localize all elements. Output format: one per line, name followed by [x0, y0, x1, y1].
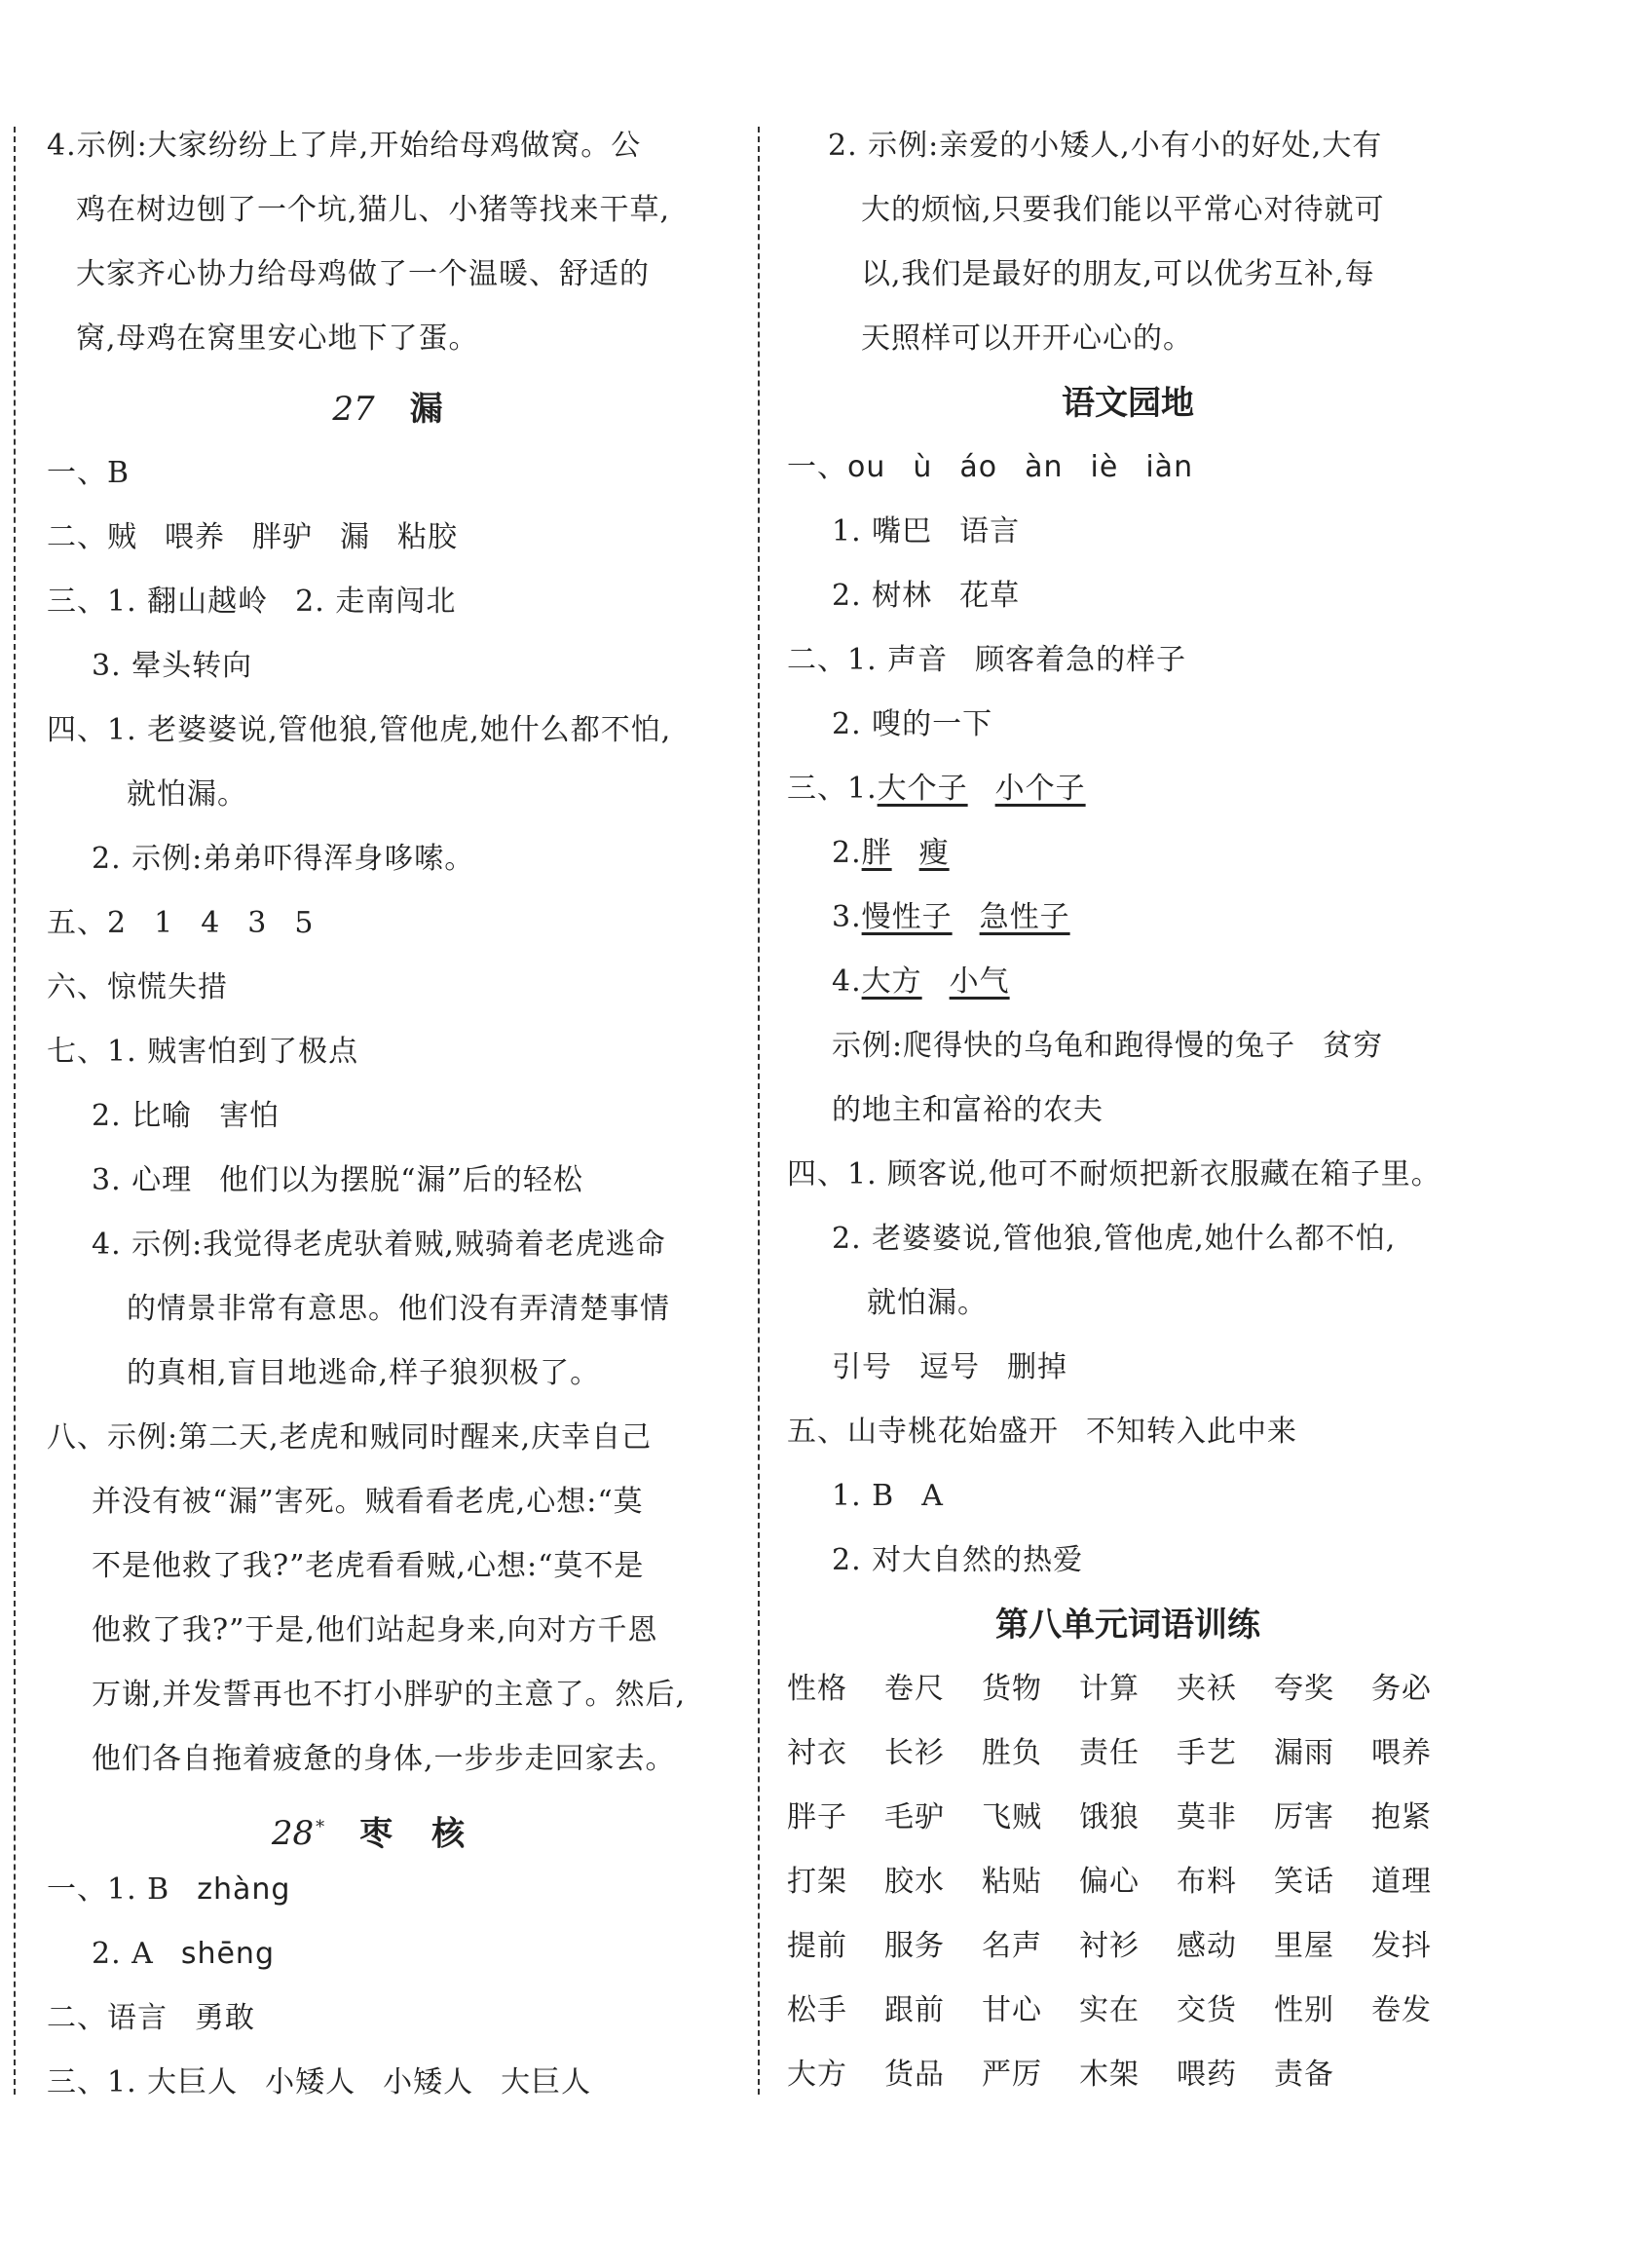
vocab-word: 大方	[787, 2058, 847, 2092]
answer: 漏	[340, 520, 370, 554]
vocab-title: 第八单元词语训练	[995, 1606, 1260, 1644]
l27-s3-line2: 3. 晕头转向	[92, 649, 253, 683]
l27-s3-line1	[47, 583, 456, 622]
l27-s6: 六、惊慌失措	[47, 970, 228, 1004]
answer: 引号	[832, 1350, 892, 1384]
vocab-word: 手艺	[1177, 1736, 1237, 1770]
answer: 二、语言	[47, 2001, 168, 2035]
vocab-word: 胖子	[787, 1800, 847, 1834]
answer: 语言	[959, 514, 1021, 548]
lesson-28-title	[47, 1806, 729, 1855]
garden-s5	[787, 1413, 1297, 1452]
vocab-word: 衬衣	[787, 1736, 847, 1770]
l27-s5	[47, 904, 314, 943]
vocab-word: 笑话	[1274, 1865, 1334, 1899]
q4-line-3: 大家齐心协力给母鸡做了一个温暖、舒适的	[76, 257, 650, 291]
vocab-word: 货物	[982, 1672, 1042, 1706]
garden-s5-2: 2. 对大自然的热爱	[832, 1543, 1084, 1577]
vocab-word: 甘心	[982, 1993, 1042, 2027]
answer: 五、山寺桃花始盛开	[787, 1415, 1059, 1449]
vocab-word: 毛驴	[884, 1800, 945, 1834]
vocab-word: 夸奖	[1274, 1672, 1334, 1706]
answer: 3. 心理	[92, 1163, 193, 1197]
l27-s8-line2: 并没有被“漏”害死。贼看看老虎,心想:“莫	[92, 1485, 644, 1519]
vocab-word: 粘贴	[982, 1865, 1042, 1899]
answer: 2. A	[92, 1937, 154, 1971]
l27-s7-line4: 4. 示例:我觉得老虎驮着贼,贼骑着老虎逃命	[92, 1228, 666, 1262]
answer: 他们以为摆脱“漏”后的轻松	[219, 1163, 583, 1197]
vocab-word: 名声	[982, 1929, 1042, 1963]
pinyin: iè	[1090, 450, 1119, 484]
vocab-grid	[787, 1670, 1469, 2095]
answer: 粘胶	[397, 520, 458, 554]
section-label: 一、	[787, 450, 847, 484]
answer: 害怕	[219, 1099, 281, 1133]
vocab-word: 长衫	[884, 1736, 945, 1770]
vocab-word: 衬衫	[1079, 1929, 1140, 1963]
answer: 喂养	[165, 520, 225, 554]
l27-s2	[47, 518, 458, 557]
vocab-word: 喂养	[1371, 1736, 1432, 1770]
vocab-word: 木架	[1079, 2058, 1140, 2092]
vocab-word: 实在	[1079, 1993, 1140, 2027]
answer: 勇敢	[195, 2001, 255, 2035]
vocab-word: 责任	[1079, 1736, 1140, 1770]
answer: 五、2	[47, 906, 128, 940]
vocab-word: 责备	[1274, 2058, 1334, 2092]
lesson-number: 28	[271, 1814, 315, 1854]
l28-s2	[47, 1999, 255, 2038]
l27-s8-line6: 他们各自拖着疲惫的身体,一步步走回家去。	[92, 1742, 676, 1776]
answer: 1. B	[832, 1479, 895, 1513]
underlined-answer: 胖	[861, 836, 892, 870]
lesson-27-title	[47, 388, 729, 431]
garden-s4-1: 四、1. 顾客说,他可不耐烦把新衣服藏在箱子里。	[787, 1157, 1441, 1191]
vocab-word: 发抖	[1371, 1929, 1432, 1963]
vocab-word: 卷尺	[884, 1672, 945, 1706]
vocab-word: 布料	[1177, 1865, 1237, 1899]
pinyin: àn	[1025, 450, 1064, 484]
garden-title: 语文园地	[1062, 384, 1194, 423]
lesson-name: 枣核	[359, 1814, 505, 1854]
vocab-word: 感动	[1177, 1929, 1237, 1963]
vocab-word: 喂药	[1177, 2058, 1237, 2092]
garden-s3-3	[832, 898, 1070, 937]
l28-s1-line1	[47, 1871, 290, 1909]
answer: 花草	[959, 579, 1021, 613]
answer: 一、1. B	[47, 1872, 170, 1907]
answer: 胖驴	[252, 520, 313, 554]
garden-s2-1	[787, 641, 1186, 680]
vocab-word: 性格	[787, 1672, 847, 1706]
q4-line-2: 鸡在树边刨了一个坑,猫儿、小猪等找来干草,	[76, 193, 671, 227]
l27-s4-line2: 就怕漏。	[127, 777, 247, 812]
underlined-answer: 大个子	[877, 772, 968, 806]
left-margin-divider	[14, 127, 16, 2095]
underlined-answer: 瘦	[918, 836, 950, 870]
garden-s5-1	[832, 1477, 944, 1516]
l27-s4-line1: 四、1. 老婆婆说,管他狼,管他虎,她什么都不怕,	[47, 713, 672, 747]
l27-s8-line1: 八、示例:第二天,老虎和贼同时醒来,庆幸自己	[47, 1420, 653, 1455]
q4-line-1: 4.示例:大家纷纷上了岸,开始给母鸡做窝。公	[47, 129, 642, 163]
l27-s7-line2	[92, 1097, 280, 1136]
example-text: 贫穷	[1323, 1029, 1384, 1063]
garden-s3-1	[787, 770, 1086, 809]
l27-s1: 一、B	[47, 456, 131, 490]
l27-s7-line5: 的情景非常有意思。他们没有弄清楚事情	[127, 1292, 670, 1326]
lesson-name: 漏	[409, 390, 443, 429]
answer: 3	[247, 906, 268, 940]
vocab-word: 交货	[1177, 1993, 1237, 2027]
vocab-word: 提前	[787, 1929, 847, 1963]
vocab-word: 道理	[1371, 1865, 1432, 1899]
vocab-word: 胜负	[982, 1736, 1042, 1770]
underlined-answer: 大方	[861, 964, 922, 999]
item-number: 三、1.	[787, 772, 878, 806]
garden-s4-2: 2. 老婆婆说,管他狼,管他虎,她什么都不怕,	[832, 1222, 1397, 1256]
q2-line-2: 大的烦恼,只要我们能以平常心对待就可	[861, 193, 1385, 227]
garden-s4-3: 就怕漏。	[867, 1286, 988, 1320]
q2-line-1: 2. 示例:亲爱的小矮人,小有小的好处,大有	[828, 129, 1383, 163]
vocab-word: 胶水	[884, 1865, 945, 1899]
l28-s3	[47, 2063, 591, 2102]
item-number: 3.	[832, 900, 862, 934]
answer: 5	[294, 906, 315, 940]
answer: 三、1. 大巨人	[47, 2065, 239, 2099]
answer: 1	[154, 906, 174, 940]
optional-mark: *	[316, 1817, 325, 1837]
vocab-word: 厉害	[1274, 1800, 1334, 1834]
vocab-word: 货品	[884, 2058, 945, 2092]
garden-s3-example-1	[832, 1027, 1383, 1066]
garden-s3-4	[832, 963, 1010, 1002]
garden-s1-2	[832, 577, 1020, 616]
vocab-word: 务必	[1371, 1672, 1432, 1706]
answer: 2. 树林	[832, 579, 933, 613]
garden-s3-example-2: 的地主和富裕的农夫	[832, 1093, 1104, 1127]
vocab-word: 卷发	[1371, 1993, 1432, 2027]
example-text: 示例:爬得快的乌龟和跑得慢的兔子	[832, 1029, 1296, 1063]
answer: 二、1. 声音	[787, 643, 949, 677]
garden-s4-4	[832, 1348, 1067, 1387]
vocab-word: 莫非	[1177, 1800, 1237, 1834]
pinyin: iàn	[1145, 450, 1194, 484]
l27-s7-line6: 的真相,盲目地逃命,样子狼狈极了。	[127, 1356, 601, 1390]
underlined-answer: 慢性子	[861, 900, 953, 934]
answer: 逗号	[919, 1350, 980, 1384]
vocab-word: 漏雨	[1274, 1736, 1334, 1770]
vocab-word: 夹袄	[1177, 1672, 1237, 1706]
l27-s7-line3	[92, 1161, 583, 1200]
l27-s8-line5: 万谢,并发誓再也不打小胖驴的主意了。然后,	[92, 1678, 687, 1712]
garden-s1	[787, 448, 1193, 487]
column-divider	[758, 127, 760, 2095]
l27-s8-line4: 他救了我?”于是,他们站起身来,向对方千恩	[92, 1613, 658, 1647]
vocab-word: 服务	[884, 1929, 945, 1963]
vocab-word: 严厉	[982, 2058, 1042, 2092]
vocab-word: 抱紧	[1371, 1800, 1432, 1834]
vocab-word: 性别	[1274, 1993, 1334, 2027]
answer: 2. 走南闯北	[295, 585, 457, 619]
pinyin: áo	[959, 450, 998, 484]
answer: 小矮人	[265, 2065, 356, 2099]
pinyin: ù	[913, 450, 933, 484]
vocab-word: 打架	[787, 1865, 847, 1899]
item-number: 4.	[832, 964, 862, 999]
garden-s2-2: 2. 嗖的一下	[832, 707, 993, 741]
l27-s4-line3: 2. 示例:弟弟吓得浑身哆嗦。	[92, 842, 475, 876]
l27-s7-line1: 七、1. 贼害怕到了极点	[47, 1035, 359, 1069]
vocab-word: 里屋	[1274, 1929, 1334, 1963]
vocab-word: 偏心	[1079, 1865, 1140, 1899]
answer: 顾客着急的样子	[975, 643, 1187, 677]
garden-s1-1	[832, 512, 1020, 551]
answer: 小矮人	[383, 2065, 474, 2099]
answer: 三、1. 翻山越岭	[47, 585, 269, 619]
q4-line-4: 窝,母鸡在窝里安心地下了蛋。	[76, 321, 479, 356]
q2-line-4: 天照样可以开开心心的。	[861, 321, 1193, 356]
pinyin: ou	[847, 450, 886, 484]
vocab-word: 饿狼	[1079, 1800, 1140, 1834]
item-number: 2.	[832, 836, 862, 870]
answer: 大巨人	[501, 2065, 592, 2099]
underlined-answer: 小气	[949, 964, 1010, 999]
pinyin: zhàng	[197, 1872, 291, 1907]
vocab-word: 松手	[787, 1993, 847, 2027]
vocab-word: 跟前	[884, 1993, 945, 2027]
pinyin: shēng	[180, 1937, 275, 1971]
l27-s8-line3: 不是他救了我?”老虎看看贼,心想:“莫不是	[92, 1549, 645, 1583]
vocab-word: 飞贼	[982, 1800, 1042, 1834]
answer: 二、贼	[47, 520, 137, 554]
q2-line-3: 以,我们是最好的朋友,可以优劣互补,每	[861, 257, 1375, 291]
answer: A	[921, 1479, 944, 1513]
l28-s1-line2	[92, 1935, 275, 1974]
underlined-answer: 急性子	[979, 900, 1070, 934]
lesson-number: 27	[332, 390, 375, 429]
garden-s3-2	[832, 834, 950, 873]
answer: 2. 比喻	[92, 1099, 193, 1133]
underlined-answer: 小个子	[994, 772, 1086, 806]
answer: 不知转入此中来	[1086, 1415, 1297, 1449]
answer: 4	[201, 906, 221, 940]
vocab-word: 计算	[1079, 1672, 1140, 1706]
answer: 1. 嘴巴	[832, 514, 933, 548]
answer: 删掉	[1007, 1350, 1067, 1384]
